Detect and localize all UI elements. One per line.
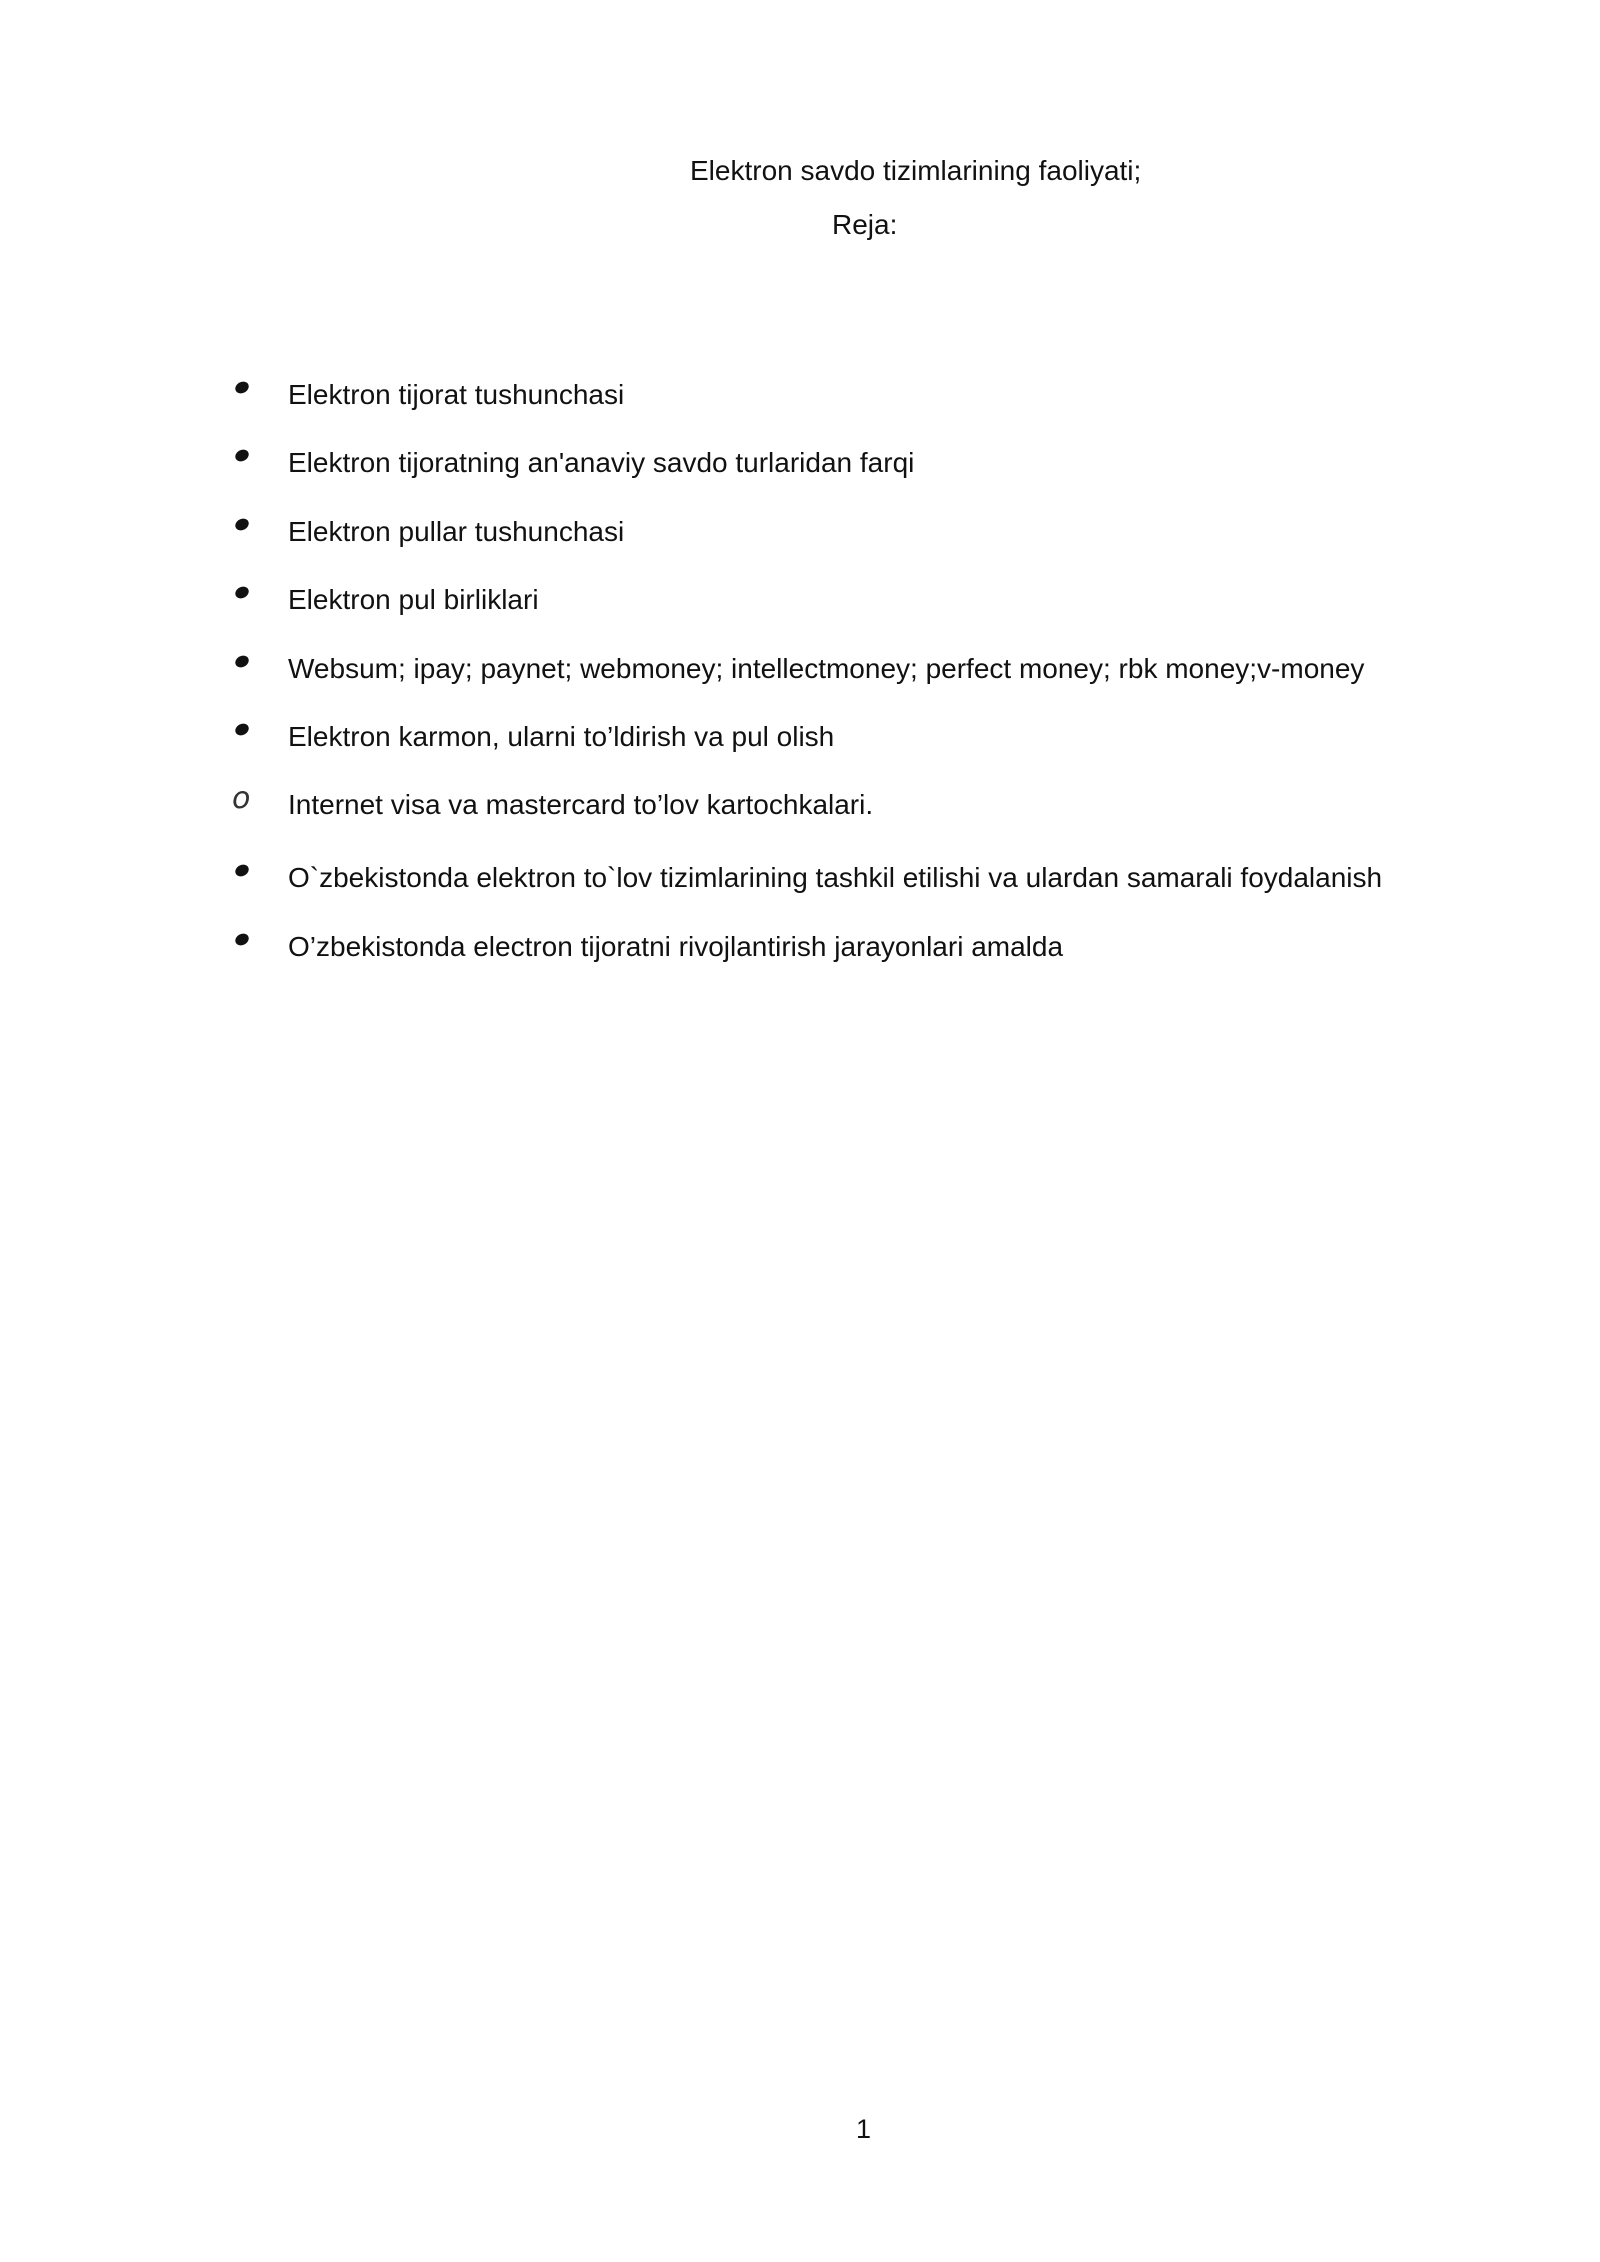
list-item-text: O`zbekistonda elektron to`lov tizimlarining tashkil etilishi va ulardan samarali foydalanish — [288, 862, 1383, 893]
list-item-text: Elektron karmon, ularni to’ldirish va pul olish — [288, 721, 835, 752]
list-item — [230, 926, 1430, 966]
filled-bullet-icon — [230, 511, 260, 551]
list-item-text: Elektron pul birliklari — [288, 584, 539, 615]
document-subtitle: Reja: — [832, 209, 898, 240]
list-item-text: Websum; ipay; paynet; webmoney; intellectmoney; perfect money; rbk money;v-money — [288, 653, 1365, 684]
list-item — [230, 857, 1430, 897]
filled-bullet-icon — [230, 579, 260, 619]
list-item-text: Elektron tijoratning an'anaviy savdo turlaridan farqi — [288, 447, 915, 478]
document-title: Elektron savdo tizimlarining faoliyati; — [690, 155, 1142, 186]
list-item-text: Elektron tijorat tushunchasi — [288, 379, 625, 410]
filled-bullet-icon — [230, 374, 260, 414]
filled-bullet-icon — [230, 716, 260, 756]
list-item-text: O’zbekistonda electron tijoratni rivojlantirish jarayonlari amalda — [288, 931, 1064, 962]
list-item — [230, 648, 1430, 688]
list-item — [230, 511, 1430, 551]
list-item — [230, 442, 1430, 482]
list-item-text: Internet visa va mastercard to’lov kartochkalari. — [288, 789, 874, 820]
list-item — [230, 374, 1430, 414]
hollow-bullet-icon: o — [232, 781, 251, 816]
filled-bullet-icon — [230, 648, 260, 688]
page-number: 1 — [856, 2114, 872, 2144]
filled-bullet-icon — [230, 442, 260, 482]
list-item-text: Elektron pullar tushunchasi — [288, 516, 625, 547]
filled-bullet-icon — [230, 926, 260, 966]
list-item — [230, 579, 1430, 619]
list-item — [230, 781, 1430, 824]
filled-bullet-icon — [230, 857, 260, 897]
list-item — [230, 716, 1430, 756]
